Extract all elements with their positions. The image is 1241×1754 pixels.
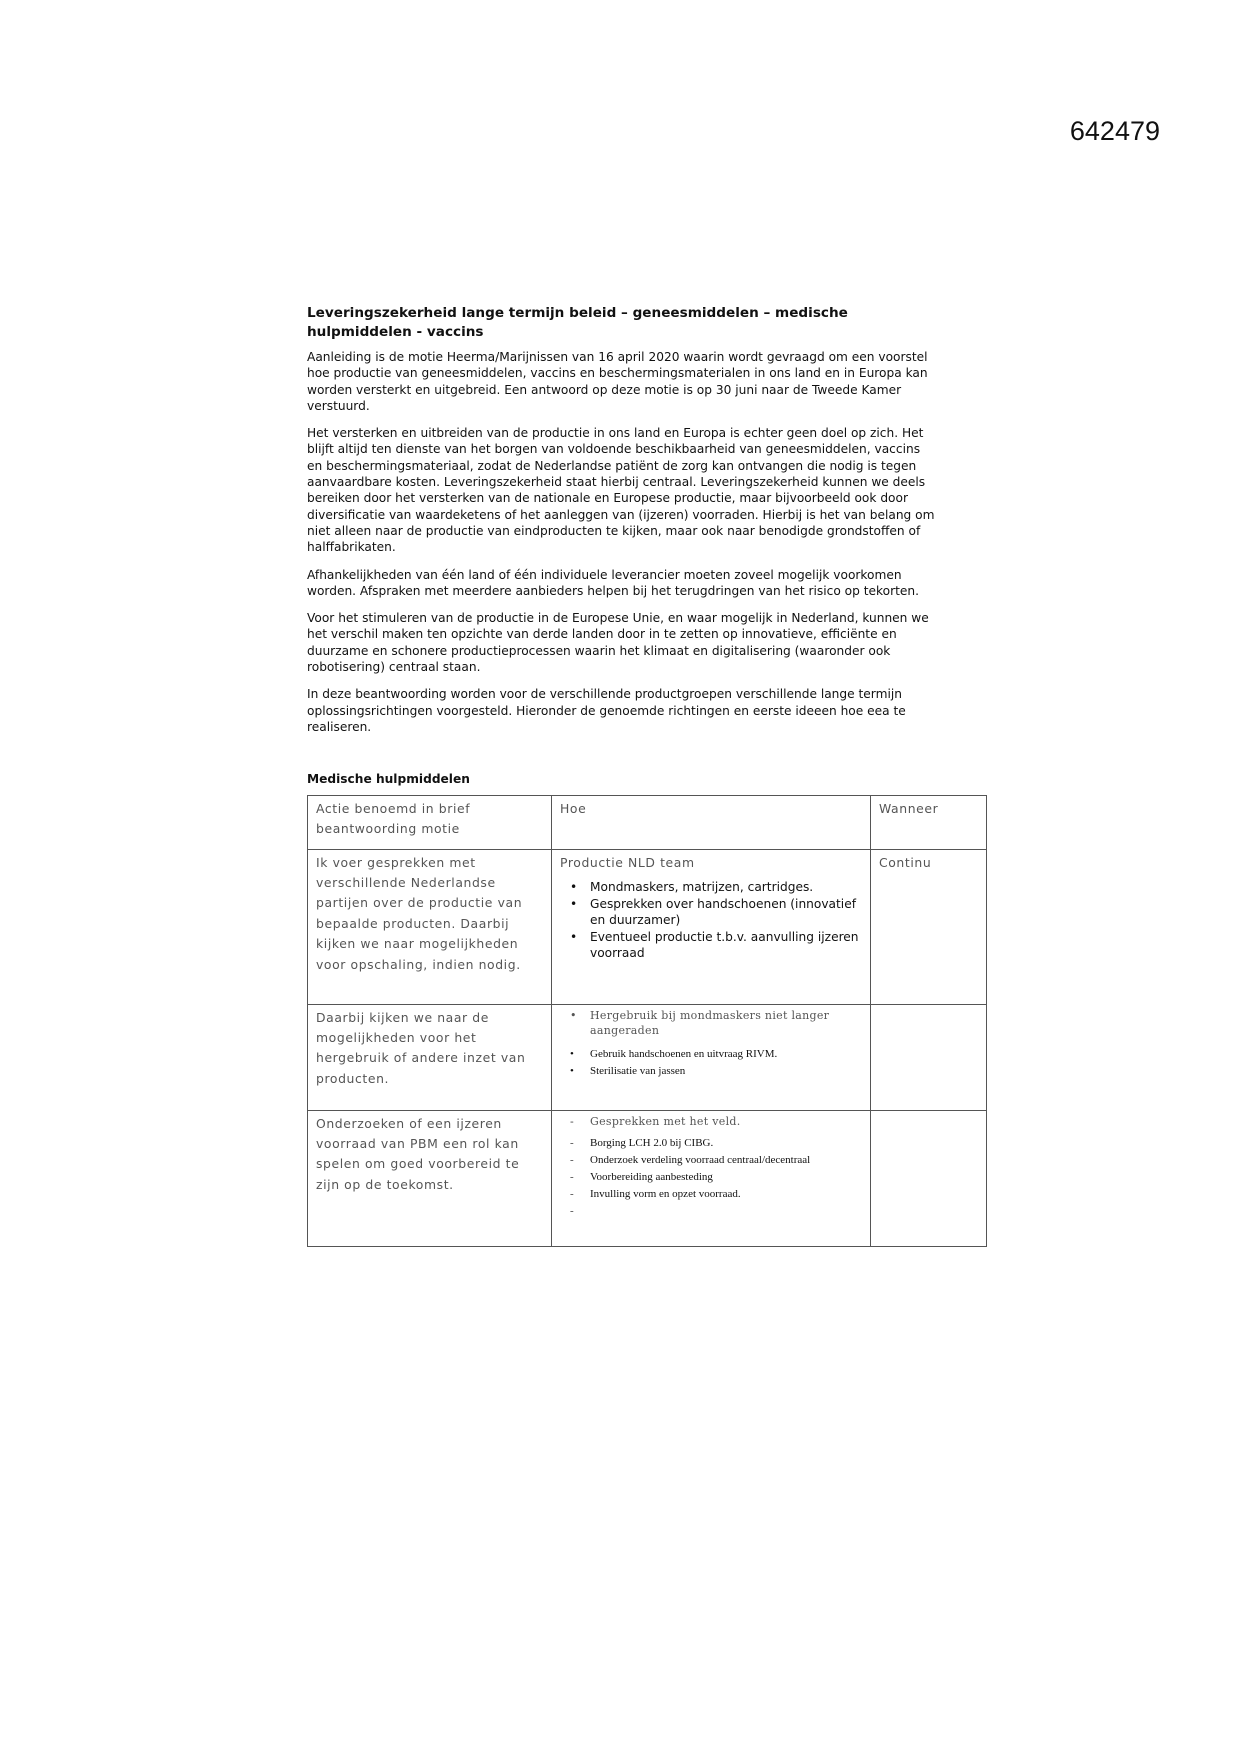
header-cell-how: Hoe (552, 795, 871, 849)
list-item: - Onderzoek verdeling voorraad centraal/decentraal (560, 1152, 862, 1169)
list-item: - Voorbereiding aanbesteding (560, 1169, 862, 1186)
how-list (560, 1046, 862, 1080)
list-item: - Borging LCH 2.0 bij CIBG. (560, 1135, 862, 1152)
paragraph: Voor het stimuleren van de productie in de Europese Unie, en waar mogelijk in Nederland, kunnen we het verschil maken ten opzichte van derde landen door in te zetten op innovatieve, efficiënte en duurzame en schonere productieprocessen waarin het klimaat en digitalisering (waaronder ook robotisering) centraal staan. (307, 611, 929, 675)
paragraph: In deze beantwoording worden voor de verschillende productgroepen verschillende lange termijn oplossingsrichtingen voorgesteld. Hieronder de genoemde richtingen en eerste ideeen hoe eea te realiseren. (307, 687, 906, 734)
document-title: Leveringszekerheid lange termijn beleid – geneesmiddelen – medische hulpmiddelen - vaccins (307, 305, 848, 340)
paragraph: Aanleiding is de motie Heerma/Marijnissen van 16 april 2020 waarin wordt gevraagd om een voorstel hoe productie van geneesmiddelen, vaccins en beschermingsmaterialen in ons land en in Europa kan worden versterkt en uitgebreid. Een antwoord op deze motie is op 30 juni naar de Tweede Kamer verstuurd. (307, 350, 928, 413)
table-row (308, 1004, 987, 1110)
list-item (560, 1203, 862, 1220)
document-body (307, 304, 937, 1247)
section-title: Medische hulpmiddelen (307, 772, 470, 787)
how-list (560, 1114, 862, 1129)
how-cell (552, 1004, 871, 1110)
list-item: • Gesprekken over handschoenen (innovatief en duurzamer) (560, 896, 862, 929)
table-row (308, 849, 987, 1004)
how-cell (552, 849, 871, 1004)
list-item: • Sterilisatie van jassen (560, 1063, 862, 1080)
list-item: - Invulling vorm en opzet voorraad. (560, 1186, 862, 1203)
when-cell: Continu (871, 849, 987, 1004)
document-number: 642479 (1069, 116, 1160, 146)
actions-table (307, 795, 987, 1247)
how-intro: Productie NLD team (560, 854, 695, 870)
list-item: • Eventueel productie t.b.v. aanvulling ijzeren voorraad (560, 929, 862, 962)
paragraph: Afhankelijkheden van één land of één individuele leverancier moeten zoveel mogelijk voorkomen worden. Afspraken met meerdere aanbieders helpen bij het terugdringen van het risico op tekorten. (307, 567, 919, 598)
list-item: • Gebruik handschoenen en uitvraag RIVM. (560, 1046, 862, 1063)
list-item: • Hergebruik bij mondmaskers niet langer aangeraden (560, 1008, 862, 1038)
action-cell: Daarbij kijken we naar de mogelijkheden voor het hergebruik of andere inzet van producten. (308, 1004, 552, 1110)
action-cell: Ik voer gesprekken met verschillende Nederlandse partijen over de productie van bepaalde producten. Daarbij kijken we naar mogelijkheden voor opschaling, indien nodig. (308, 849, 552, 1004)
how-list (560, 879, 862, 962)
how-list (560, 1135, 862, 1220)
list-item: • Mondmaskers, matrijzen, cartridges. (560, 879, 862, 896)
header-cell-when: Wanneer (871, 795, 987, 849)
when-cell (871, 1004, 987, 1110)
when-cell (871, 1110, 987, 1246)
table-header-row (308, 795, 987, 849)
table-row (308, 1110, 987, 1246)
paragraph: Het versterken en uitbreiden van de productie in ons land en Europa is echter geen doel op zich. Het blijft altijd ten dienste van het borgen van voldoende beschikbaarheid van geneesmiddelen, vaccins en beschermingsmateriaal, zodat de Nederlandse patiënt de zorg kan ontvangen die nodig is tegen aanvaardbare kosten. Leveringszekerheid staat hierbij centraal. Leveringszekerheid kunnen we deels bereiken door het versterken van de nationale en Europese productie, maar bijvoorbeeld ook door diversificatie van waardeketens of het aanleggen van (ijzeren) voorraden. Hierbij is het van belang om niet alleen naar de productie van eindproducten te kijken, maar ook naar benodigde grondstoffen of halffabrikaten. (307, 426, 935, 555)
how-list (560, 1008, 862, 1038)
list-item: - Gesprekken met het veld. (560, 1114, 862, 1129)
header-cell-action: Actie benoemd in brief beantwoording motie (308, 795, 552, 849)
how-cell (552, 1110, 871, 1246)
action-cell: Onderzoeken of een ijzeren voorraad van PBM een rol kan spelen om goed voorbereid te zijn op de toekomst. (308, 1110, 552, 1246)
